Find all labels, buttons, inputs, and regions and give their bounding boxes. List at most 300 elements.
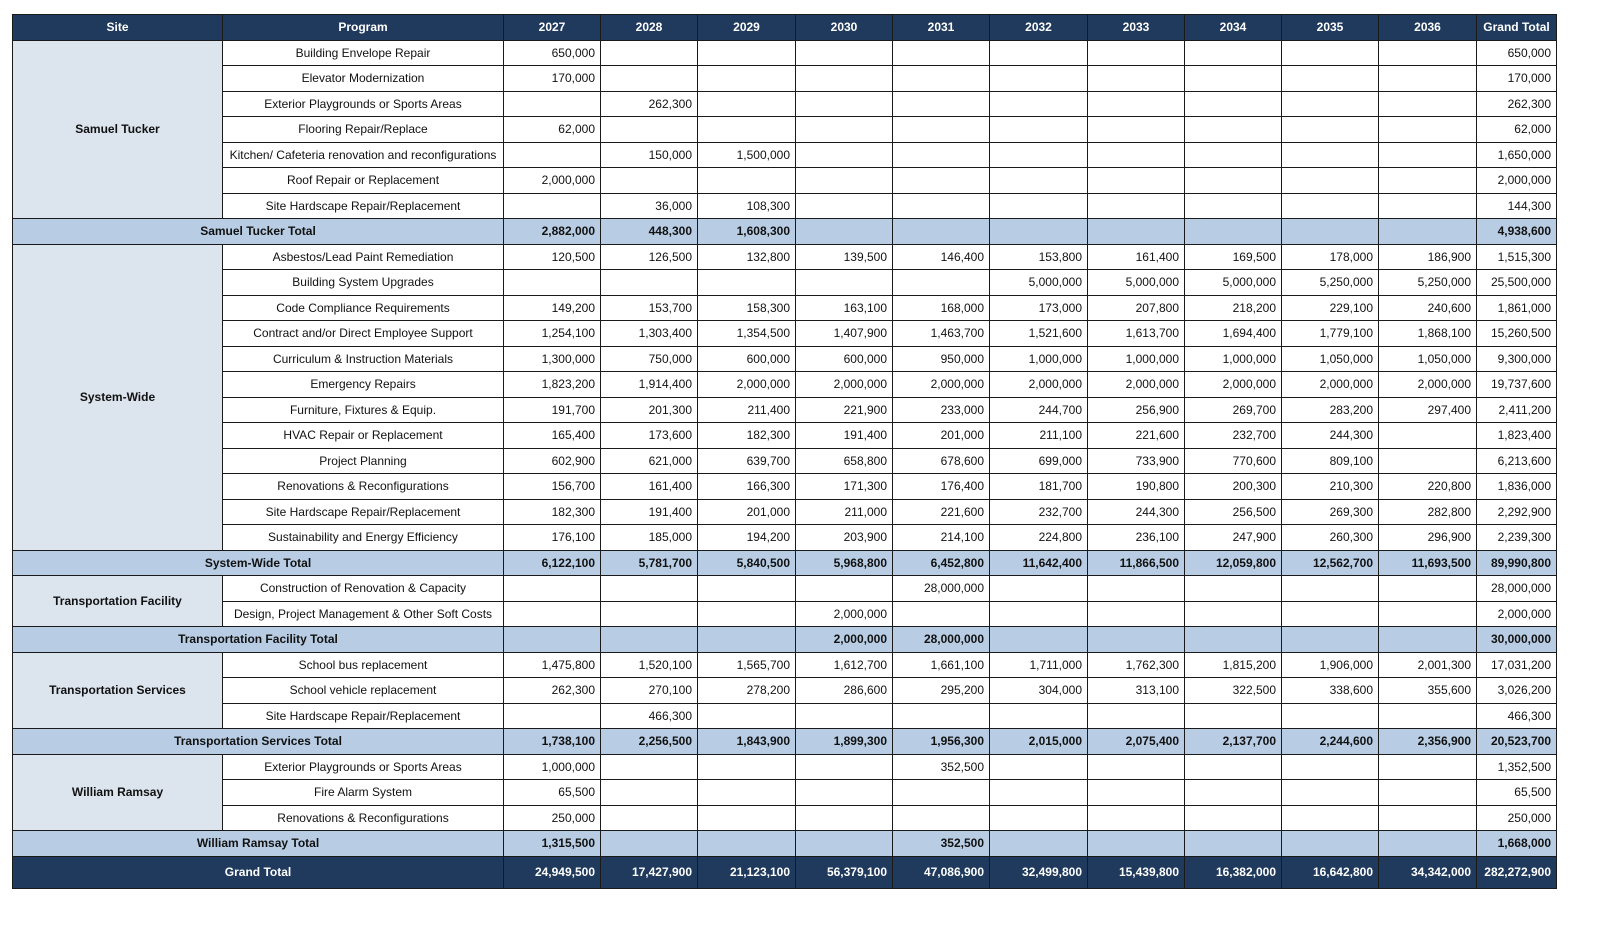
subtotal-label: Transportation Services Total: [13, 729, 504, 755]
value-cell: 262,300: [504, 678, 601, 704]
value-cell: 1,000,000: [1185, 346, 1282, 372]
value-cell: 1,815,200: [1185, 652, 1282, 678]
value-cell: 203,900: [796, 525, 893, 551]
value-cell: [796, 40, 893, 66]
value-cell: [796, 780, 893, 806]
program-cell: Emergency Repairs: [223, 372, 504, 398]
grand-total-value-cell: 21,123,100: [698, 856, 796, 888]
value-cell: 750,000: [601, 346, 698, 372]
value-cell: 221,600: [893, 499, 990, 525]
value-cell: [1088, 703, 1185, 729]
subtotal-value-cell: 12,059,800: [1185, 550, 1282, 576]
row-total-cell: 3,026,200: [1477, 678, 1557, 704]
program-cell: Site Hardscape Repair/Replacement: [223, 499, 504, 525]
subtotal-value-cell: [1088, 627, 1185, 653]
value-cell: [893, 40, 990, 66]
row-total-cell: 650,000: [1477, 40, 1557, 66]
subtotal-total-cell: 1,668,000: [1477, 831, 1557, 857]
subtotal-value-cell: [1185, 831, 1282, 857]
program-cell: HVAC Repair or Replacement: [223, 423, 504, 449]
subtotal-value-cell: [504, 627, 601, 653]
subtotal-value-cell: [1379, 627, 1477, 653]
value-cell: [893, 805, 990, 831]
value-cell: 1,407,900: [796, 321, 893, 347]
value-cell: 658,800: [796, 448, 893, 474]
value-cell: 295,200: [893, 678, 990, 704]
value-cell: 181,700: [990, 474, 1088, 500]
value-cell: [1282, 576, 1379, 602]
value-cell: [1088, 805, 1185, 831]
value-cell: 201,300: [601, 397, 698, 423]
value-cell: [601, 270, 698, 296]
subtotal-value-cell: [1185, 627, 1282, 653]
value-cell: [796, 193, 893, 219]
value-cell: [1185, 754, 1282, 780]
value-cell: 950,000: [893, 346, 990, 372]
value-cell: 150,000: [601, 142, 698, 168]
value-cell: 1,463,700: [893, 321, 990, 347]
table-row: [13, 754, 1557, 780]
program-cell: Furniture, Fixtures & Equip.: [223, 397, 504, 423]
value-cell: 36,000: [601, 193, 698, 219]
program-cell: Fire Alarm System: [223, 780, 504, 806]
value-cell: [990, 117, 1088, 143]
subtotal-label: System-Wide Total: [13, 550, 504, 576]
value-cell: 1,694,400: [1185, 321, 1282, 347]
value-cell: 1,868,100: [1379, 321, 1477, 347]
value-cell: 1,000,000: [1088, 346, 1185, 372]
program-cell: Design, Project Management & Other Soft Costs: [223, 601, 504, 627]
value-cell: [1088, 576, 1185, 602]
subtotal-value-cell: 2,137,700: [1185, 729, 1282, 755]
value-cell: 146,400: [893, 244, 990, 270]
program-cell: Elevator Modernization: [223, 66, 504, 92]
value-cell: [1185, 576, 1282, 602]
subtotal-value-cell: 2,015,000: [990, 729, 1088, 755]
table-row: [13, 321, 1557, 347]
table-body: [13, 40, 1557, 888]
subtotal-value-cell: 6,452,800: [893, 550, 990, 576]
value-cell: 2,000,000: [990, 372, 1088, 398]
subtotal-value-cell: 5,840,500: [698, 550, 796, 576]
value-cell: [1379, 448, 1477, 474]
value-cell: [1088, 601, 1185, 627]
value-cell: [1282, 142, 1379, 168]
value-cell: [601, 66, 698, 92]
subtotal-value-cell: [990, 219, 1088, 245]
subtotal-total-cell: 20,523,700: [1477, 729, 1557, 755]
value-cell: 269,300: [1282, 499, 1379, 525]
value-cell: 28,000,000: [893, 576, 990, 602]
table-row: [13, 703, 1557, 729]
subtotal-value-cell: [990, 831, 1088, 857]
table-row: [13, 346, 1557, 372]
value-cell: 1,779,100: [1282, 321, 1379, 347]
value-cell: [1282, 117, 1379, 143]
row-total-cell: 144,300: [1477, 193, 1557, 219]
value-cell: [1379, 805, 1477, 831]
program-cell: Contract and/or Direct Employee Support: [223, 321, 504, 347]
subtotal-value-cell: 2,356,900: [1379, 729, 1477, 755]
value-cell: 163,100: [796, 295, 893, 321]
value-cell: [504, 142, 601, 168]
value-cell: [893, 66, 990, 92]
program-cell: Renovations & Reconfigurations: [223, 805, 504, 831]
value-cell: 1,823,200: [504, 372, 601, 398]
site-cell: System-Wide: [13, 244, 223, 550]
value-cell: 233,000: [893, 397, 990, 423]
table-row: [13, 244, 1557, 270]
row-total-cell: 262,300: [1477, 91, 1557, 117]
table-row: [13, 66, 1557, 92]
value-cell: [1185, 805, 1282, 831]
value-cell: [1282, 66, 1379, 92]
value-cell: 296,900: [1379, 525, 1477, 551]
subtotal-value-cell: [1379, 219, 1477, 245]
value-cell: [1282, 168, 1379, 194]
value-cell: [1185, 142, 1282, 168]
table-row: [13, 397, 1557, 423]
column-header: 2029: [698, 15, 796, 41]
column-header: 2034: [1185, 15, 1282, 41]
value-cell: [504, 576, 601, 602]
value-cell: 182,300: [504, 499, 601, 525]
value-cell: 650,000: [504, 40, 601, 66]
row-total-cell: 1,823,400: [1477, 423, 1557, 449]
value-cell: 1,050,000: [1282, 346, 1379, 372]
value-cell: 1,520,100: [601, 652, 698, 678]
value-cell: 338,600: [1282, 678, 1379, 704]
value-cell: 1,050,000: [1379, 346, 1477, 372]
subtotal-value-cell: 2,882,000: [504, 219, 601, 245]
value-cell: 1,661,100: [893, 652, 990, 678]
value-cell: 126,500: [601, 244, 698, 270]
value-cell: 201,000: [698, 499, 796, 525]
value-cell: [893, 270, 990, 296]
grand-total-row: [13, 856, 1557, 888]
value-cell: 132,800: [698, 244, 796, 270]
value-cell: 1,500,000: [698, 142, 796, 168]
value-cell: [1185, 703, 1282, 729]
subtotal-value-cell: 11,642,400: [990, 550, 1088, 576]
value-cell: [601, 780, 698, 806]
value-cell: 166,300: [698, 474, 796, 500]
value-cell: [698, 754, 796, 780]
row-total-cell: 250,000: [1477, 805, 1557, 831]
subtotal-value-cell: [698, 831, 796, 857]
column-header: 2032: [990, 15, 1088, 41]
program-cell: Exterior Playgrounds or Sports Areas: [223, 91, 504, 117]
program-cell: Building Envelope Repair: [223, 40, 504, 66]
value-cell: 200,300: [1185, 474, 1282, 500]
value-cell: [601, 805, 698, 831]
value-cell: 621,000: [601, 448, 698, 474]
subtotal-total-cell: 30,000,000: [1477, 627, 1557, 653]
value-cell: 1,906,000: [1282, 652, 1379, 678]
value-cell: [1282, 601, 1379, 627]
value-cell: 207,800: [1088, 295, 1185, 321]
table-row: [13, 678, 1557, 704]
value-cell: [990, 601, 1088, 627]
value-cell: [796, 142, 893, 168]
value-cell: [796, 168, 893, 194]
value-cell: [1088, 117, 1185, 143]
value-cell: [698, 40, 796, 66]
subtotal-label: Samuel Tucker Total: [13, 219, 504, 245]
table-row: [13, 91, 1557, 117]
subtotal-value-cell: [698, 627, 796, 653]
value-cell: 185,000: [601, 525, 698, 551]
subtotal-value-cell: [893, 219, 990, 245]
value-cell: [1282, 754, 1379, 780]
value-cell: [1185, 40, 1282, 66]
value-cell: 1,711,000: [990, 652, 1088, 678]
value-cell: [1088, 142, 1185, 168]
value-cell: [990, 193, 1088, 219]
value-cell: 201,000: [893, 423, 990, 449]
value-cell: 5,000,000: [1185, 270, 1282, 296]
row-total-cell: 28,000,000: [1477, 576, 1557, 602]
subtotal-value-cell: 352,500: [893, 831, 990, 857]
program-cell: School vehicle replacement: [223, 678, 504, 704]
grand-total-value-cell: 16,642,800: [1282, 856, 1379, 888]
grand-total-total-cell: 282,272,900: [1477, 856, 1557, 888]
value-cell: 62,000: [504, 117, 601, 143]
value-cell: 278,200: [698, 678, 796, 704]
value-cell: 1,613,700: [1088, 321, 1185, 347]
value-cell: 313,100: [1088, 678, 1185, 704]
value-cell: [1185, 168, 1282, 194]
value-cell: 156,700: [504, 474, 601, 500]
row-total-cell: 1,650,000: [1477, 142, 1557, 168]
value-cell: [1185, 780, 1282, 806]
value-cell: 5,000,000: [990, 270, 1088, 296]
row-total-cell: 2,000,000: [1477, 168, 1557, 194]
subtotal-value-cell: [990, 627, 1088, 653]
value-cell: [601, 601, 698, 627]
value-cell: [990, 142, 1088, 168]
subtotal-value-cell: 1,738,100: [504, 729, 601, 755]
value-cell: [1379, 754, 1477, 780]
value-cell: 2,000,000: [893, 372, 990, 398]
value-cell: 218,200: [1185, 295, 1282, 321]
table-row: [13, 805, 1557, 831]
value-cell: [1379, 703, 1477, 729]
grand-total-value-cell: 32,499,800: [990, 856, 1088, 888]
column-header: 2036: [1379, 15, 1477, 41]
value-cell: [796, 117, 893, 143]
value-cell: 600,000: [796, 346, 893, 372]
value-cell: [990, 40, 1088, 66]
value-cell: [990, 780, 1088, 806]
table-row: [13, 499, 1557, 525]
value-cell: [893, 780, 990, 806]
program-cell: Construction of Renovation & Capacity: [223, 576, 504, 602]
value-cell: [1185, 91, 1282, 117]
value-cell: [504, 601, 601, 627]
row-total-cell: 2,239,300: [1477, 525, 1557, 551]
table-row: [13, 525, 1557, 551]
value-cell: 190,800: [1088, 474, 1185, 500]
column-header: 2028: [601, 15, 698, 41]
subtotal-value-cell: [1088, 219, 1185, 245]
value-cell: [1185, 193, 1282, 219]
value-cell: 297,400: [1379, 397, 1477, 423]
value-cell: 153,800: [990, 244, 1088, 270]
value-cell: [504, 91, 601, 117]
value-cell: 211,000: [796, 499, 893, 525]
value-cell: [796, 805, 893, 831]
row-total-cell: 466,300: [1477, 703, 1557, 729]
capital-budget-table: [12, 14, 1557, 889]
subtotal-value-cell: 11,693,500: [1379, 550, 1477, 576]
value-cell: [990, 66, 1088, 92]
value-cell: 304,000: [990, 678, 1088, 704]
value-cell: 256,500: [1185, 499, 1282, 525]
value-cell: [1282, 91, 1379, 117]
value-cell: [1088, 754, 1185, 780]
grand-total-value-cell: 24,949,500: [504, 856, 601, 888]
value-cell: [796, 270, 893, 296]
value-cell: 352,500: [893, 754, 990, 780]
value-cell: [698, 117, 796, 143]
value-cell: 1,000,000: [990, 346, 1088, 372]
program-cell: Code Compliance Requirements: [223, 295, 504, 321]
subtotal-value-cell: 5,968,800: [796, 550, 893, 576]
value-cell: 139,500: [796, 244, 893, 270]
column-header: Site: [13, 15, 223, 41]
grand-total-label: Grand Total: [13, 856, 504, 888]
value-cell: [698, 780, 796, 806]
value-cell: 153,700: [601, 295, 698, 321]
value-cell: 1,612,700: [796, 652, 893, 678]
value-cell: [1185, 66, 1282, 92]
program-cell: Exterior Playgrounds or Sports Areas: [223, 754, 504, 780]
value-cell: 2,000,000: [1185, 372, 1282, 398]
value-cell: 170,000: [504, 66, 601, 92]
value-cell: 256,900: [1088, 397, 1185, 423]
value-cell: [796, 576, 893, 602]
value-cell: 211,400: [698, 397, 796, 423]
value-cell: 191,400: [796, 423, 893, 449]
value-cell: 210,300: [1282, 474, 1379, 500]
value-cell: 108,300: [698, 193, 796, 219]
subtotal-value-cell: [601, 627, 698, 653]
subtotal-value-cell: [1282, 627, 1379, 653]
program-cell: Flooring Repair/Replace: [223, 117, 504, 143]
subtotal-value-cell: 1,843,900: [698, 729, 796, 755]
value-cell: [698, 168, 796, 194]
value-cell: [1379, 193, 1477, 219]
table-row: [13, 142, 1557, 168]
value-cell: 1,565,700: [698, 652, 796, 678]
value-cell: [1379, 780, 1477, 806]
value-cell: 221,600: [1088, 423, 1185, 449]
subtotal-row: [13, 627, 1557, 653]
value-cell: 1,254,100: [504, 321, 601, 347]
value-cell: 5,000,000: [1088, 270, 1185, 296]
row-total-cell: 6,213,600: [1477, 448, 1557, 474]
subtotal-value-cell: 2,000,000: [796, 627, 893, 653]
program-cell: Project Planning: [223, 448, 504, 474]
column-header: Program: [223, 15, 504, 41]
column-header: 2033: [1088, 15, 1185, 41]
row-total-cell: 170,000: [1477, 66, 1557, 92]
value-cell: 211,100: [990, 423, 1088, 449]
value-cell: 221,900: [796, 397, 893, 423]
value-cell: [1379, 142, 1477, 168]
subtotal-value-cell: 2,244,600: [1282, 729, 1379, 755]
table-row: [13, 474, 1557, 500]
value-cell: 1,354,500: [698, 321, 796, 347]
value-cell: [698, 270, 796, 296]
value-cell: [504, 703, 601, 729]
program-cell: Renovations & Reconfigurations: [223, 474, 504, 500]
value-cell: 149,200: [504, 295, 601, 321]
header-row: [13, 15, 1557, 41]
program-cell: Roof Repair or Replacement: [223, 168, 504, 194]
value-cell: 602,900: [504, 448, 601, 474]
value-cell: [1088, 168, 1185, 194]
row-total-cell: 2,000,000: [1477, 601, 1557, 627]
value-cell: [893, 193, 990, 219]
value-cell: 1,762,300: [1088, 652, 1185, 678]
subtotal-value-cell: 1,315,500: [504, 831, 601, 857]
subtotal-value-cell: 1,608,300: [698, 219, 796, 245]
value-cell: 161,400: [601, 474, 698, 500]
value-cell: 224,800: [990, 525, 1088, 551]
value-cell: [1088, 193, 1185, 219]
subtotal-value-cell: [1088, 831, 1185, 857]
column-header: 2031: [893, 15, 990, 41]
value-cell: [893, 168, 990, 194]
subtotal-label: William Ramsay Total: [13, 831, 504, 857]
value-cell: [990, 576, 1088, 602]
subtotal-row: [13, 831, 1557, 857]
grand-total-value-cell: 16,382,000: [1185, 856, 1282, 888]
value-cell: 194,200: [698, 525, 796, 551]
value-cell: 282,800: [1379, 499, 1477, 525]
value-cell: 2,000,000: [698, 372, 796, 398]
subtotal-value-cell: [601, 831, 698, 857]
program-cell: Site Hardscape Repair/Replacement: [223, 193, 504, 219]
value-cell: [796, 754, 893, 780]
value-cell: [796, 91, 893, 117]
value-cell: 247,900: [1185, 525, 1282, 551]
value-cell: [601, 168, 698, 194]
grand-total-value-cell: 15,439,800: [1088, 856, 1185, 888]
value-cell: [601, 576, 698, 602]
row-total-cell: 2,292,900: [1477, 499, 1557, 525]
value-cell: 466,300: [601, 703, 698, 729]
subtotal-value-cell: 1,899,300: [796, 729, 893, 755]
value-cell: 250,000: [504, 805, 601, 831]
value-cell: [893, 91, 990, 117]
row-total-cell: 2,411,200: [1477, 397, 1557, 423]
row-total-cell: 17,031,200: [1477, 652, 1557, 678]
row-total-cell: 1,861,000: [1477, 295, 1557, 321]
value-cell: 232,700: [990, 499, 1088, 525]
site-cell: Transportation Facility: [13, 576, 223, 627]
subtotal-value-cell: 5,781,700: [601, 550, 698, 576]
value-cell: 214,100: [893, 525, 990, 551]
grand-total-value-cell: 34,342,000: [1379, 856, 1477, 888]
value-cell: 240,600: [1379, 295, 1477, 321]
value-cell: [1282, 780, 1379, 806]
value-cell: [1185, 117, 1282, 143]
value-cell: 5,250,000: [1379, 270, 1477, 296]
value-cell: [1379, 423, 1477, 449]
